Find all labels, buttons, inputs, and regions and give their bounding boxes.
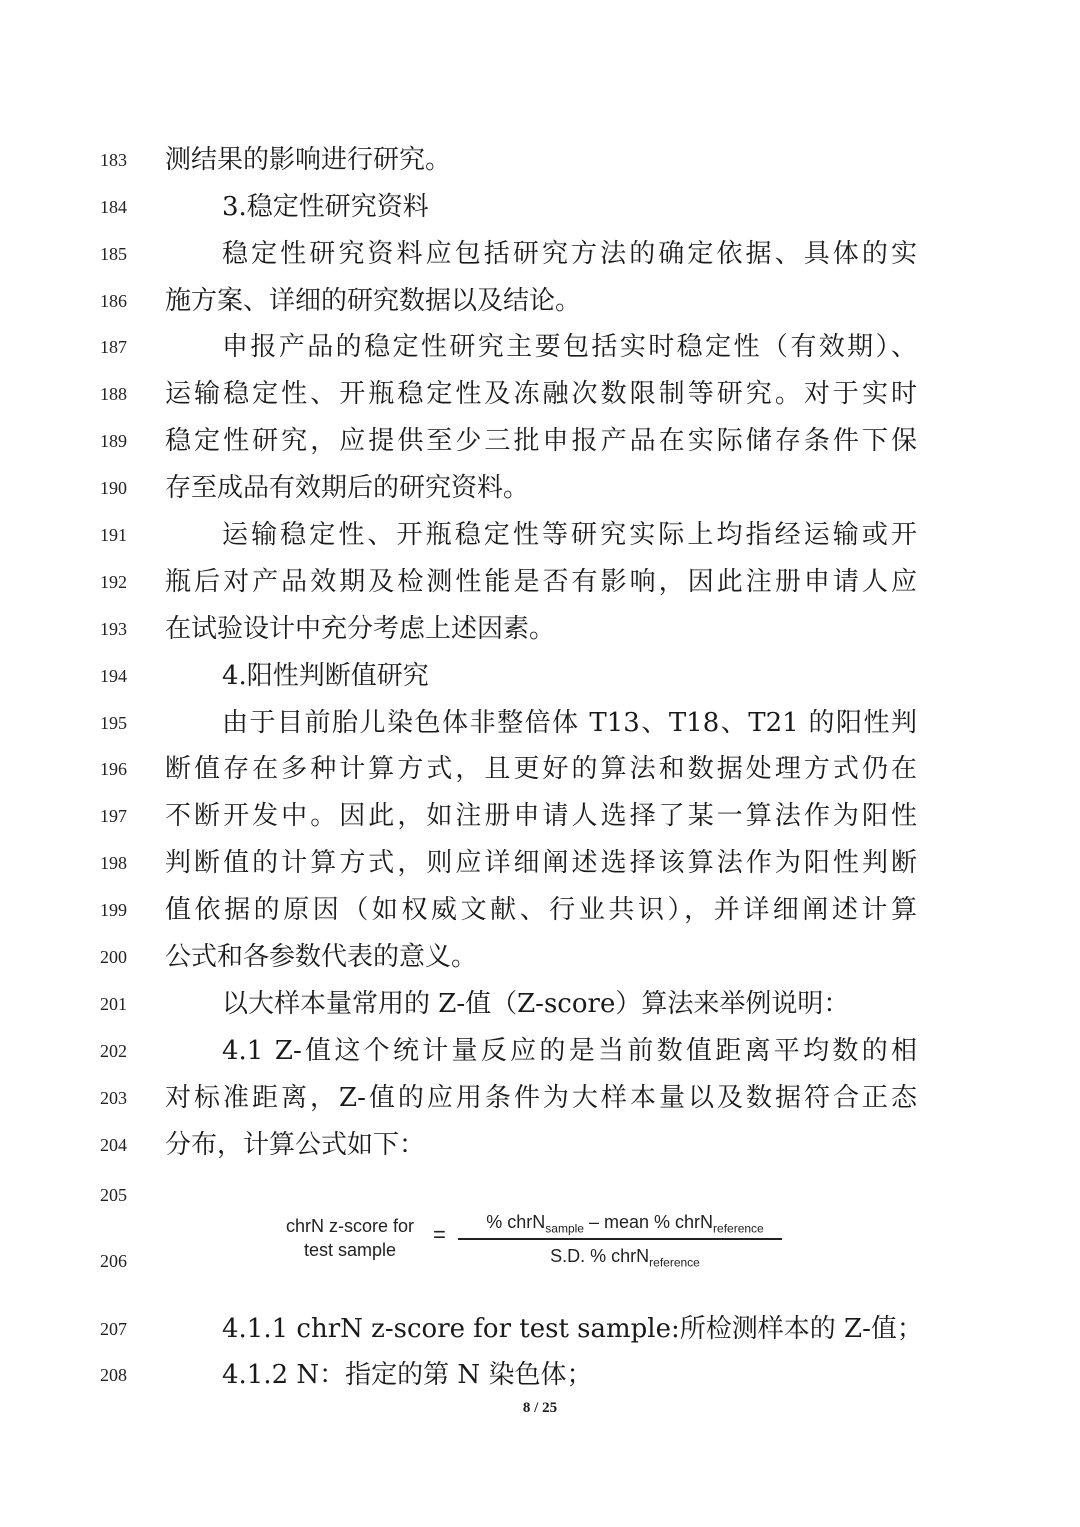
line-number: 192 bbox=[100, 572, 127, 592]
text-line bbox=[0, 137, 1080, 184]
line-text: 4.1.2 N：指定的第 N 染色体； bbox=[222, 1360, 593, 1390]
line-number: 191 bbox=[100, 525, 127, 545]
formula-lhs bbox=[270, 1214, 430, 1262]
line-number: 199 bbox=[100, 900, 127, 920]
line-text: 断值存在多种计算方式，且更好的算法和数据处理方式仍在 bbox=[165, 754, 917, 784]
text-line bbox=[0, 1306, 1080, 1353]
line-text: 在试验设计中充分考虑上述因素。 bbox=[165, 614, 556, 644]
text-line bbox=[0, 1122, 1080, 1169]
line-number: 197 bbox=[100, 806, 127, 826]
text-line bbox=[0, 934, 1080, 981]
text-line bbox=[0, 700, 1080, 747]
formula-numerator bbox=[460, 1212, 790, 1236]
line-number: 208 bbox=[100, 1365, 127, 1385]
line-text: 4.1.1 chrN z-score for test sample:所检测样本的 Z-值； bbox=[222, 1314, 923, 1344]
line-number: 205 bbox=[100, 1185, 127, 1205]
line-number: 202 bbox=[100, 1041, 127, 1061]
fraction-bar bbox=[458, 1238, 782, 1240]
line-text: 以大样本量常用的 Z-值（Z-score）算法来举例说明： bbox=[222, 989, 850, 1019]
formula-den-a: S.D. % chrN bbox=[550, 1246, 650, 1266]
line-text: 3.稳定性研究资料 bbox=[222, 192, 429, 222]
text-line bbox=[0, 512, 1080, 559]
line-number: 190 bbox=[100, 478, 127, 498]
formula-equals: = bbox=[433, 1222, 446, 1247]
text-line bbox=[0, 371, 1080, 418]
text-line bbox=[0, 746, 1080, 793]
text-line bbox=[0, 559, 1080, 606]
line-text: 存至成品有效期后的研究资料。 bbox=[165, 473, 530, 503]
line-text: 公式和各参数代表的意义。 bbox=[165, 942, 478, 972]
line-number: 200 bbox=[100, 947, 127, 967]
formula-den-sub: reference bbox=[649, 1255, 700, 1270]
line-number: 204 bbox=[100, 1135, 127, 1155]
text-line bbox=[0, 278, 1080, 325]
line-text: 稳定性研究资料应包括研究方法的确定依据、具体的实 bbox=[222, 239, 917, 269]
line-number: 196 bbox=[100, 759, 127, 779]
formula-num-sub1: sample bbox=[545, 1221, 584, 1236]
line-text: 4.阳性判断值研究 bbox=[222, 661, 429, 691]
line-number: 188 bbox=[100, 384, 127, 404]
text-line bbox=[0, 1028, 1080, 1075]
text-line bbox=[0, 840, 1080, 887]
line-number: 195 bbox=[100, 713, 127, 733]
line-text: 申报产品的稳定性研究主要包括实时稳定性（有效期）、 bbox=[222, 332, 917, 362]
line-text: 分布，计算公式如下： bbox=[165, 1130, 426, 1160]
line-number: 201 bbox=[100, 994, 127, 1014]
line-number: 186 bbox=[100, 291, 127, 311]
text-line bbox=[0, 1075, 1080, 1122]
line-number: 183 bbox=[100, 150, 127, 170]
line-text: 稳定性研究，应提供至少三批申报产品在实际储存条件下保 bbox=[165, 426, 917, 456]
line-text: 运输稳定性、开瓶稳定性等研究实际上均指经运输或开 bbox=[222, 520, 917, 550]
line-number: 203 bbox=[100, 1088, 127, 1108]
text-line bbox=[0, 231, 1080, 278]
text-line bbox=[0, 606, 1080, 653]
text-line bbox=[0, 418, 1080, 465]
text-line bbox=[0, 184, 1080, 231]
line-number: 193 bbox=[100, 619, 127, 639]
line-text: 4.1 Z-值这个统计量反应的是当前数值距离平均数的相 bbox=[222, 1036, 917, 1066]
line-number: 198 bbox=[100, 853, 127, 873]
line-number: 187 bbox=[100, 337, 127, 357]
formula-lhs-line2: test sample bbox=[303, 1240, 397, 1260]
formula-lhs-line1: chrN z-score for bbox=[285, 1216, 415, 1236]
formula-num-b: – mean % chrN bbox=[583, 1212, 714, 1232]
line-text: 不断开发中。因此，如注册申请人选择了某一算法作为阳性 bbox=[165, 801, 917, 831]
line-text: 测结果的影响进行研究。 bbox=[165, 145, 452, 175]
line-text: 值依据的原因（如权威文献、行业共识），并详细阐述计算 bbox=[165, 895, 917, 925]
text-line bbox=[0, 1352, 1080, 1399]
text-line bbox=[0, 887, 1080, 934]
formula-num-a: % chrN bbox=[486, 1212, 546, 1232]
text-line bbox=[0, 324, 1080, 371]
line-text: 瓶后对产品效期及检测性能是否有影响，因此注册申请人应 bbox=[165, 567, 917, 597]
page-number: 8 / 25 bbox=[522, 1400, 558, 1416]
text-line bbox=[0, 981, 1080, 1028]
line-number: 194 bbox=[100, 666, 127, 686]
line-number: 184 bbox=[100, 197, 127, 217]
line-text: 对标准距离，Z-值的应用条件为大样本量以及数据符合正态 bbox=[165, 1083, 917, 1113]
line-text: 施方案、详细的研究数据以及结论。 bbox=[165, 286, 582, 316]
line-number: 206 bbox=[100, 1251, 127, 1271]
text-line bbox=[0, 465, 1080, 512]
line-number: 185 bbox=[100, 244, 127, 264]
line-text: 判断值的计算方式，则应详细阐述选择该算法作为阳性判断 bbox=[165, 848, 917, 878]
z-score-formula bbox=[270, 1208, 790, 1278]
line-number: 207 bbox=[100, 1319, 127, 1339]
text-line bbox=[0, 653, 1080, 700]
line-text: 运输稳定性、开瓶稳定性及冻融次数限制等研究。对于实时 bbox=[165, 379, 917, 409]
formula-num-sub2: reference bbox=[713, 1221, 764, 1236]
text-line bbox=[0, 793, 1080, 840]
line-text: 由于目前胎儿染色体非整倍体 T13、T18、T21 的阳性判 bbox=[222, 708, 917, 738]
line-number: 189 bbox=[100, 431, 127, 451]
formula-denominator bbox=[460, 1246, 790, 1270]
